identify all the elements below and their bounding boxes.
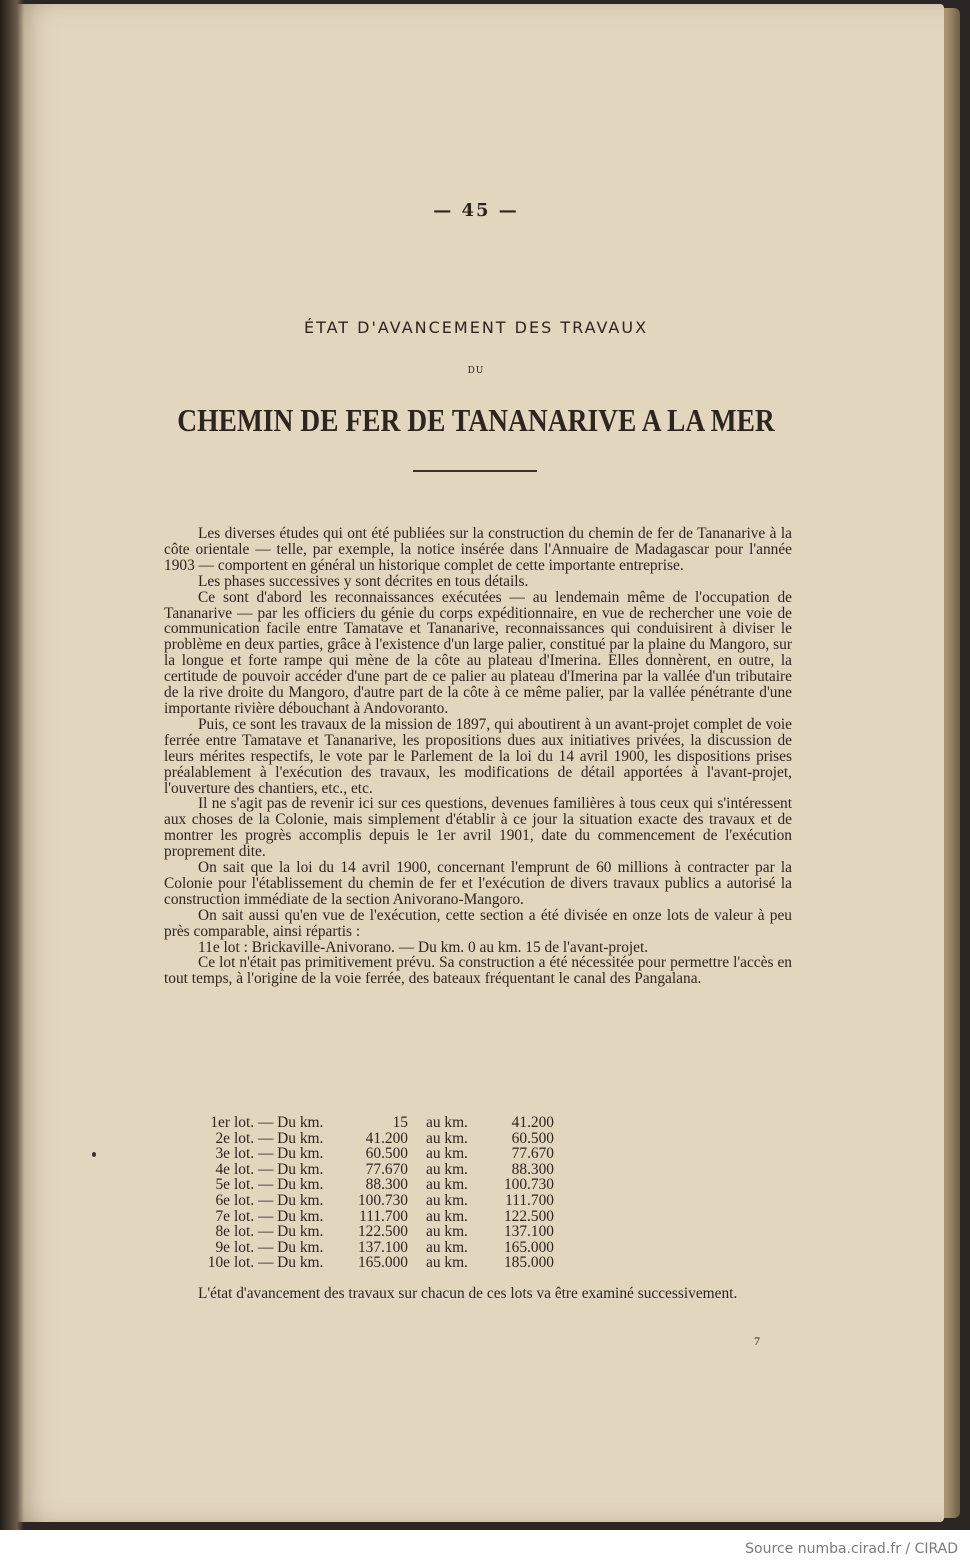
lot-au-label: au km. (426, 1176, 468, 1194)
signature-mark: 7 (754, 1334, 760, 1348)
main-title: CHEMIN DE FER DE TANANARIVE A LA MER (177, 402, 775, 438)
lot-number: 6e (215, 1191, 230, 1209)
lot-label: lot. — Du km. (234, 1254, 324, 1272)
page-number: — 45 — (433, 200, 519, 221)
lot-to-km: 185.000 (503, 1254, 554, 1272)
lot-from-km: 137.100 (357, 1238, 408, 1256)
lot-from-km: 100.730 (357, 1191, 408, 1209)
lot-label: lot. — Du km. (234, 1207, 324, 1225)
paragraph: Il ne s'agit pas de revenir ici sur ces questions, devenues familières à tous ceux qui s'intéressent aux choses de la Colonie, mais simplement d'établir à ce jour la situation exacte des travaux et de montrer les progrès accomplis depuis le 1er avril 1901, date du commencement de l'exécution proprement dite. (164, 795, 792, 861)
section-title: ÉTAT D'AVANCEMENT DES TRAVAUX (303, 318, 649, 337)
lot-number: 2e (215, 1129, 230, 1147)
lot-to-km: 165.000 (503, 1238, 554, 1256)
paragraph: On sait aussi qu'en vue de l'exécution, cette section a été divisée en onze lots de valeur à peu près comparable, ainsi répartis : (164, 906, 792, 940)
lot-to-km: 100.730 (503, 1176, 554, 1194)
lot-label: lot. — Du km. (234, 1129, 324, 1147)
book-gutter (0, 0, 24, 1567)
lot-from-km: 165.000 (357, 1254, 408, 1272)
paragraph: On sait que la loi du 14 avril 1900, concernant l'emprunt de 60 millions à contracter par la Colonie pour l'établissement du chemin de fer et l'exécution de divers travaux publics a autorisé la construction immédiate de la section Anivorano-Mangoro. (164, 859, 792, 908)
lot-label: lot. — Du km. (234, 1238, 324, 1256)
lot-row (196, 1240, 554, 1256)
lot-au-label: au km. (426, 1129, 468, 1147)
lot-row (196, 1115, 554, 1131)
lot-number: 3e (215, 1145, 230, 1163)
lot-to-km: 88.300 (511, 1160, 554, 1178)
lot-au-label: au km. (426, 1254, 468, 1272)
body-text (164, 526, 792, 987)
lot-number: 7e (215, 1207, 230, 1225)
lot-number: 4e (215, 1160, 230, 1178)
lot-au-label: au km. (426, 1223, 468, 1241)
lot-from-km: 88.300 (365, 1176, 408, 1194)
lot-number: 8e (215, 1223, 230, 1241)
lot-to-km: 60.500 (511, 1129, 554, 1147)
lot-au-label: au km. (426, 1191, 468, 1209)
lot-au-label: au km. (426, 1207, 468, 1225)
lot-from-km: 15 (392, 1114, 408, 1131)
lot-row (196, 1193, 554, 1209)
lot-au-label: au km. (426, 1145, 468, 1163)
lot-row (196, 1131, 554, 1147)
lot-row (196, 1255, 554, 1271)
lot-from-km: 60.500 (365, 1145, 408, 1163)
lot-number: 1er (210, 1114, 230, 1131)
lot-row (196, 1209, 554, 1225)
paragraph: Ce sont d'abord les reconnaissances exécutées — au lendemain même de l'occupation de Tananarive — par les officiers du génie du corps expéditionnaire, en vue de rechercher une voie de communication facile entre Tamatave et Tananarive, reconnaissances qui conduisirent à diviser le problème en deux parties, grâce à l'existence d'un large palier, constitué par la plaine du Mangoro, sur la longue et forte rampe qui mène de la côte au plateau d'Imerina. Elles donnèrent, en outre, la certitude de pouvoir accéder d'une part de ce palier au plateau d'Imerina par la vallée d'un tributaire de la rive droite du Mangoro, d'autre part de la côte à ce même palier, par la vallée pénétrante d'une importante rivière débouchant à Andovoranto. (164, 588, 792, 717)
lot-to-km: 111.700 (505, 1191, 554, 1209)
lot-label: lot. — Du km. (234, 1160, 324, 1178)
closing-text (164, 1286, 792, 1302)
title-divider (413, 470, 537, 472)
lot-from-km: 122.500 (357, 1223, 408, 1241)
lot-to-km: 122.500 (503, 1207, 554, 1225)
lot-to-km: 77.670 (511, 1145, 554, 1163)
lot-label: lot. — Du km. (234, 1223, 324, 1241)
lot-label: lot. — Du km. (234, 1191, 324, 1209)
paragraph: Puis, ce sont les travaux de la mission de 1897, qui aboutirent à un avant-projet complet de voie ferrée entre Tamatave et Tananarive, les propositions dues aux initiatives privées, la discussion de leurs mérites respectifs, le vote par le Parlement de la loi du 14 avril 1900, les dispositions prises préalablement à l'exécution des travaux, les modifications de détail apportées à l'avant-projet, l'ouverture des chantiers, etc., etc. (164, 715, 792, 797)
lot-row (196, 1162, 554, 1178)
lot-from-km: 111.700 (359, 1207, 408, 1225)
lot-to-km: 41.200 (511, 1114, 554, 1131)
title-connector: DU (467, 366, 485, 376)
lot-number: 10e (207, 1254, 230, 1272)
lot-label: lot. — Du km. (234, 1176, 324, 1194)
lot-number: 5e (215, 1176, 230, 1194)
lot-au-label: au km. (426, 1114, 468, 1131)
lot-from-km: 41.200 (365, 1129, 408, 1147)
source-credit: Source numba.cirad.fr / CIRAD (745, 1541, 958, 1557)
lot-number: 9e (215, 1238, 230, 1256)
lot-row (196, 1146, 554, 1162)
lot-label: lot. — Du km. (234, 1114, 324, 1131)
lot-au-label: au km. (426, 1160, 468, 1178)
margin-dot (92, 1152, 96, 1157)
paragraph: Les diverses études qui ont été publiées sur la construction du chemin de fer de Tananarive à la côte orientale — telle, par exemple, la notice insérée dans l'Annuaire de Madagascar pour l'année 1903 — comportent en général un historique complet de cette importante entreprise. (164, 525, 792, 574)
lot-to-km: 137.100 (503, 1223, 554, 1241)
paragraph: 11e lot : Brickaville-Anivorano. — Du km. 0 au km. 15 de l'avant-projet. (198, 938, 649, 956)
lot-au-label: au km. (426, 1238, 468, 1256)
paragraph: Ce lot n'était pas primitivement prévu. Sa construction a été nécessitée pour permettre l'accès en tout temps, à l'origine de la voie ferrée, des bateaux fréquentant le canal des Pangalana. (164, 954, 792, 988)
book-page (8, 4, 944, 1522)
lot-label: lot. — Du km. (234, 1145, 324, 1163)
paragraph: L'état d'avancement des travaux sur chacun de ces lots va être examiné successivement. (198, 1285, 738, 1302)
lot-row (196, 1224, 554, 1240)
paragraph: Les phases successives y sont décrites en tous détails. (198, 572, 529, 590)
lot-row (196, 1177, 554, 1193)
lots-table (196, 1115, 554, 1271)
lot-from-km: 77.670 (365, 1160, 408, 1178)
